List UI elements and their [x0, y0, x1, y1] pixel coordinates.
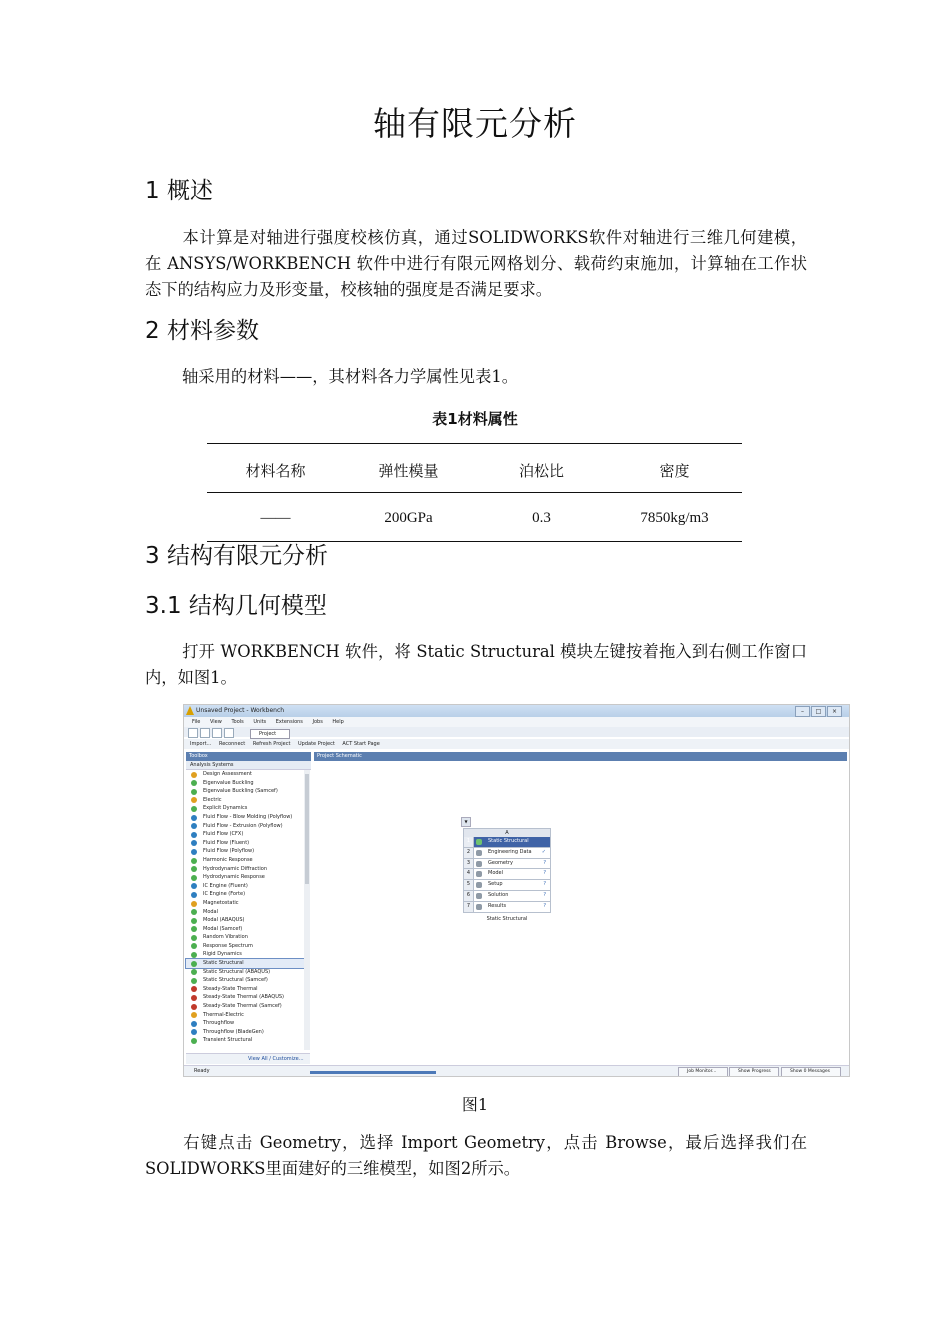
- show-progress-button[interactable]: Show Progress: [729, 1067, 779, 1077]
- table-cell: 200GPa: [384, 510, 433, 526]
- analysis-system-icon: [191, 918, 197, 924]
- toolbox-item-label: IC Engine (Fluent): [203, 882, 248, 889]
- cell-icon: [476, 850, 482, 856]
- system-cell[interactable]: [463, 859, 551, 870]
- cell-icon: [476, 904, 482, 910]
- cell-status-icon: ?: [543, 881, 546, 888]
- analysis-system-icon: [191, 866, 197, 872]
- page-title: 轴有限元分析: [373, 104, 577, 143]
- row-number: 4: [464, 869, 474, 879]
- toolbox-item-label: Random Vibration: [203, 934, 248, 941]
- menu-bar: [184, 717, 849, 727]
- toolbox-item[interactable]: [186, 976, 311, 985]
- paragraph-overview: [145, 225, 807, 303]
- toolbox-item-label: Eigenvalue Buckling: [203, 779, 254, 786]
- toolbox-scrollbar[interactable]: [304, 770, 310, 1050]
- paragraph-overview-text: 本计算是对轴进行强度校核仿真，通过SOLIDWORKS软件对轴进行三维几何建模，在 ANSYS/WORKBENCH 软件中进行有限元网格划分、载荷约束施加，计算轴在工作状态下的结构应力及形变量，校核轴的强度是否满足要求。: [145, 228, 807, 299]
- paragraph-geometry-text: 打开 WORKBENCH 软件，将 Static Structural 模块左键按着拖入到右侧工作窗口内，如图1。: [145, 642, 807, 687]
- system-rows: [463, 837, 551, 913]
- system-cell[interactable]: [463, 902, 551, 913]
- toolbox-item[interactable]: [186, 873, 311, 882]
- paragraph-material: [145, 364, 807, 390]
- section-heading-material: 2 材料参数: [145, 318, 259, 344]
- row-number: 2: [464, 848, 474, 858]
- system-cell-label: Geometry: [488, 859, 513, 866]
- section-heading-geometry: 3.1 结构几何模型: [145, 593, 327, 619]
- analysis-system-icon: [191, 849, 197, 855]
- analysis-system-icon: [191, 797, 197, 803]
- toolbox-item-label: Response Spectrum: [203, 942, 253, 949]
- toolbox-item[interactable]: [186, 1028, 311, 1037]
- tab-project[interactable]: Project: [250, 729, 290, 739]
- menu-item[interactable]: Help: [332, 719, 344, 725]
- project-toolbar: [184, 739, 849, 749]
- save-icon[interactable]: [212, 728, 222, 738]
- toolbox-item-label: Steady-State Thermal: [203, 985, 258, 992]
- reconnect-button[interactable]: Reconnect: [218, 741, 246, 747]
- view-all-link[interactable]: View All / Customize...: [248, 1056, 304, 1062]
- toolbox-item[interactable]: [186, 813, 311, 822]
- analysis-system-icon: [191, 815, 197, 821]
- toolbox-item[interactable]: [186, 1019, 311, 1028]
- analysis-system-icon: [191, 978, 197, 984]
- progress-bar: [310, 1071, 436, 1074]
- toolbox-item[interactable]: [186, 925, 311, 934]
- system-cell-label: Static Structural: [488, 838, 529, 844]
- analysis-system-icon: [191, 909, 197, 915]
- row-number: 5: [464, 880, 474, 890]
- toolbox-item[interactable]: [186, 1036, 311, 1045]
- toolbox-item-label: Throughflow (BladeGen): [203, 1028, 264, 1035]
- window-titlebar: [184, 705, 849, 717]
- toolbox-item-label: Static Structural (ABAQUS): [203, 968, 271, 975]
- analysis-system-icon: [191, 935, 197, 941]
- cell-icon: [476, 871, 482, 877]
- system-cell[interactable]: [463, 880, 551, 891]
- row-number: 6: [464, 891, 474, 901]
- menu-item[interactable]: File: [192, 719, 201, 725]
- toolbox-item-label: Modal: [203, 908, 218, 915]
- status-text: Ready: [194, 1068, 210, 1074]
- schematic-pane: [314, 752, 847, 1064]
- analysis-system-icon: [191, 901, 197, 907]
- analysis-system-icon: [191, 858, 197, 864]
- system-column-label: A: [463, 828, 551, 837]
- menu-item[interactable]: Units: [253, 719, 267, 725]
- toolbox-list: [186, 770, 311, 1045]
- system-cell-label: Results: [488, 902, 507, 909]
- analysis-system-icon: [191, 832, 197, 838]
- toolbox-item[interactable]: [186, 865, 311, 874]
- toolbox-item-label: Static Structural (Samcef): [203, 977, 268, 984]
- toolbox-item[interactable]: [186, 933, 311, 942]
- show-messages-button[interactable]: Show 0 Messages: [781, 1067, 841, 1077]
- system-cell[interactable]: [463, 837, 551, 848]
- scrollbar-thumb[interactable]: [305, 774, 309, 884]
- toolbox-item-label: IC Engine (Forte): [203, 891, 246, 898]
- toolbox-item[interactable]: [186, 804, 311, 813]
- toolbox-item[interactable]: [186, 770, 311, 779]
- update-project-button[interactable]: Update Project: [298, 741, 335, 747]
- analysis-system-icon: [191, 840, 197, 846]
- toolbox-item-label: Thermal-Electric: [203, 1011, 244, 1018]
- toolbox-item-label: Transient Structural: [203, 1037, 253, 1044]
- analysis-system-icon: [191, 772, 197, 778]
- toolbox-item-label: Harmonic Response: [203, 856, 253, 863]
- toolbox-item[interactable]: [186, 830, 311, 839]
- toolbox-item[interactable]: [186, 839, 311, 848]
- cell-status-icon: ?: [543, 891, 546, 898]
- analysis-system-icon: [191, 806, 197, 812]
- table-cell: 7850kg/m3: [640, 510, 709, 526]
- cell-status-icon: ?: [543, 902, 546, 909]
- refresh-project-button[interactable]: Refresh Project: [252, 741, 291, 747]
- paragraph-geometry: [145, 639, 807, 691]
- toolbox-item-label: Steady-State Thermal (Samcef): [203, 1003, 282, 1010]
- analysis-system-icon: [191, 780, 197, 786]
- system-cell-label: Setup: [488, 881, 503, 888]
- toolbox-item-label: Electric: [203, 796, 222, 803]
- toolbox-section-analysis-systems[interactable]: Analysis Systems: [186, 761, 311, 770]
- open-file-icon[interactable]: [200, 728, 210, 738]
- analysis-system-icon: [191, 823, 197, 829]
- ansys-logo-icon: [186, 706, 194, 715]
- table-mid-rule: [207, 492, 742, 493]
- analysis-system-icon: [191, 892, 197, 898]
- row-number: 3: [464, 859, 474, 869]
- toolbox-item-label: Throughflow: [203, 1020, 235, 1027]
- schematic-header: Project Schematic: [314, 752, 847, 761]
- menu-item[interactable]: Tools: [231, 719, 244, 725]
- analysis-system-icon: [191, 1021, 197, 1027]
- toolbox-item[interactable]: [186, 993, 311, 1002]
- window-title: Unsaved Project - Workbench: [196, 707, 285, 714]
- toolbox-item-label: Magnetostatic: [203, 899, 239, 906]
- menu-item[interactable]: Jobs: [312, 719, 323, 725]
- toolbox-item-label: Hydrodynamic Response: [203, 874, 265, 881]
- toolbox-item[interactable]: [186, 916, 311, 925]
- analysis-system-icon: [191, 883, 197, 889]
- table-cell: ——: [260, 510, 291, 526]
- row-number: 7: [464, 902, 474, 912]
- system-cell[interactable]: [463, 891, 551, 902]
- toolbox-footer: [186, 1053, 310, 1064]
- table-cell: 0.3: [532, 510, 551, 526]
- analysis-system-icon: [191, 789, 197, 795]
- menu-item[interactable]: Extensions: [275, 719, 303, 725]
- toolbox-item-label: Modal (ABAQUS): [203, 917, 245, 924]
- table-header-cell: 密度: [659, 462, 690, 480]
- close-icon[interactable]: ×: [827, 706, 842, 717]
- cell-icon: [476, 882, 482, 888]
- analysis-system-icon: [191, 1038, 197, 1044]
- toolbox-item-label: Static Structural: [203, 960, 244, 967]
- toolbox-item[interactable]: [186, 950, 311, 959]
- toolbox-item[interactable]: [186, 908, 311, 917]
- paragraph-material-text: 轴采用的材料——，其材料各力学属性见表1。: [182, 367, 518, 386]
- toolbox-item[interactable]: [186, 1011, 311, 1020]
- toolbox-item[interactable]: [186, 847, 311, 856]
- analysis-system-icon: [191, 875, 197, 881]
- cell-status-icon: ?: [543, 870, 546, 877]
- toolbox-item-label: Fluid Flow - Blow Molding (Polyflow): [203, 813, 293, 820]
- system-cell-label: Engineering Data: [488, 848, 532, 855]
- row-number: 1: [464, 837, 474, 847]
- table-header-cell: 弹性模量: [378, 462, 439, 480]
- new-file-icon[interactable]: [188, 728, 198, 738]
- analysis-system-icon: [191, 943, 197, 949]
- system-name[interactable]: Static Structural: [486, 915, 528, 922]
- workbench-screenshot: [183, 704, 850, 1077]
- analysis-system-icon: [191, 1012, 197, 1018]
- minimize-icon[interactable]: –: [795, 706, 810, 717]
- section-heading-fea: 3 结构有限元分析: [145, 543, 328, 569]
- toolbox-item-label: Explicit Dynamics: [203, 805, 248, 812]
- cell-icon: [476, 861, 482, 867]
- save-as-icon[interactable]: [224, 728, 234, 738]
- toolbox-item[interactable]: [186, 856, 311, 865]
- toolbox-item[interactable]: [186, 822, 311, 831]
- toolbox-item-label: Modal (Samcef): [203, 925, 243, 932]
- figure-caption: 图1: [461, 1095, 489, 1114]
- toolbox-item[interactable]: [186, 882, 311, 891]
- toolbox-item-label: Steady-State Thermal (ABAQUS): [203, 994, 284, 1001]
- cell-status-icon: ?: [543, 859, 546, 866]
- analysis-system-icon: [191, 926, 197, 932]
- toolbox-item[interactable]: [186, 899, 311, 908]
- toolbox-item[interactable]: [186, 968, 311, 977]
- maximize-icon[interactable]: □: [811, 706, 826, 717]
- section-heading-overview: 1 概述: [145, 178, 213, 204]
- toolbox-item[interactable]: [186, 787, 311, 796]
- analysis-system-icon: [191, 986, 197, 992]
- act-start-page-button[interactable]: ACT Start Page: [342, 741, 380, 747]
- table-header-cell: 泊松比: [518, 462, 564, 480]
- analysis-system-icon: [191, 1004, 197, 1010]
- toolbox-item-label: Design Assessment: [203, 771, 252, 777]
- cell-icon: [476, 893, 482, 899]
- system-cell[interactable]: [463, 848, 551, 859]
- paragraph-import-text: 右键点击 Geometry，选择 Import Geometry，点击 Browse，最后选择我们在SOLIDWORKS里面建好的三维模型，如图2所示。: [145, 1133, 807, 1178]
- toolbox-item[interactable]: [186, 1002, 311, 1011]
- analysis-system-icon: [191, 995, 197, 1001]
- toolbox-item-label: Hydrodynamic Diffraction: [203, 865, 267, 872]
- status-bar: [184, 1065, 849, 1077]
- toolbox-pane: [186, 752, 311, 1064]
- toolbox-item[interactable]: [186, 779, 311, 788]
- table-top-rule: [207, 443, 742, 444]
- toolbox-item[interactable]: [186, 796, 311, 805]
- system-cell-label: Solution: [488, 891, 509, 898]
- analysis-system-icon: [191, 961, 197, 967]
- analysis-system-icon: [191, 969, 197, 975]
- toolbox-item-label: Fluid Flow (CFX): [203, 831, 244, 838]
- menu-item[interactable]: View: [209, 719, 222, 725]
- cell-status-icon: ✓: [541, 848, 546, 855]
- table-header-cell: 材料名称: [245, 462, 306, 480]
- toolbox-item-label: Rigid Dynamics: [203, 951, 242, 958]
- toolbox-item[interactable]: [186, 959, 305, 968]
- job-monitor-button[interactable]: Job Monitor...: [678, 1067, 728, 1077]
- analysis-system-block[interactable]: [463, 819, 551, 922]
- paragraph-import: [145, 1130, 807, 1182]
- toolbox-item[interactable]: [186, 985, 311, 994]
- cell-icon: [476, 839, 482, 845]
- toolbox-item-label: Fluid Flow - Extrusion (Polyflow): [203, 822, 283, 829]
- toolbox-item[interactable]: [186, 890, 311, 899]
- import-button[interactable]: Import...: [190, 741, 212, 747]
- system-cell[interactable]: [463, 869, 551, 880]
- toolbox-item-label: Fluid Flow (Polyflow): [203, 848, 255, 855]
- toolbox-item[interactable]: [186, 942, 311, 951]
- analysis-system-icon: [191, 1029, 197, 1035]
- analysis-system-icon: [191, 952, 197, 958]
- toolbox-header: Toolbox: [186, 752, 311, 761]
- system-cell-label: Model: [488, 870, 504, 877]
- toolbox-item-label: Fluid Flow (Fluent): [203, 839, 250, 846]
- collapse-icon[interactable]: ▼: [461, 817, 471, 827]
- toolbox-item-label: Eigenvalue Buckling (Samcef): [203, 788, 278, 795]
- table-caption: 表1材料属性: [432, 410, 518, 428]
